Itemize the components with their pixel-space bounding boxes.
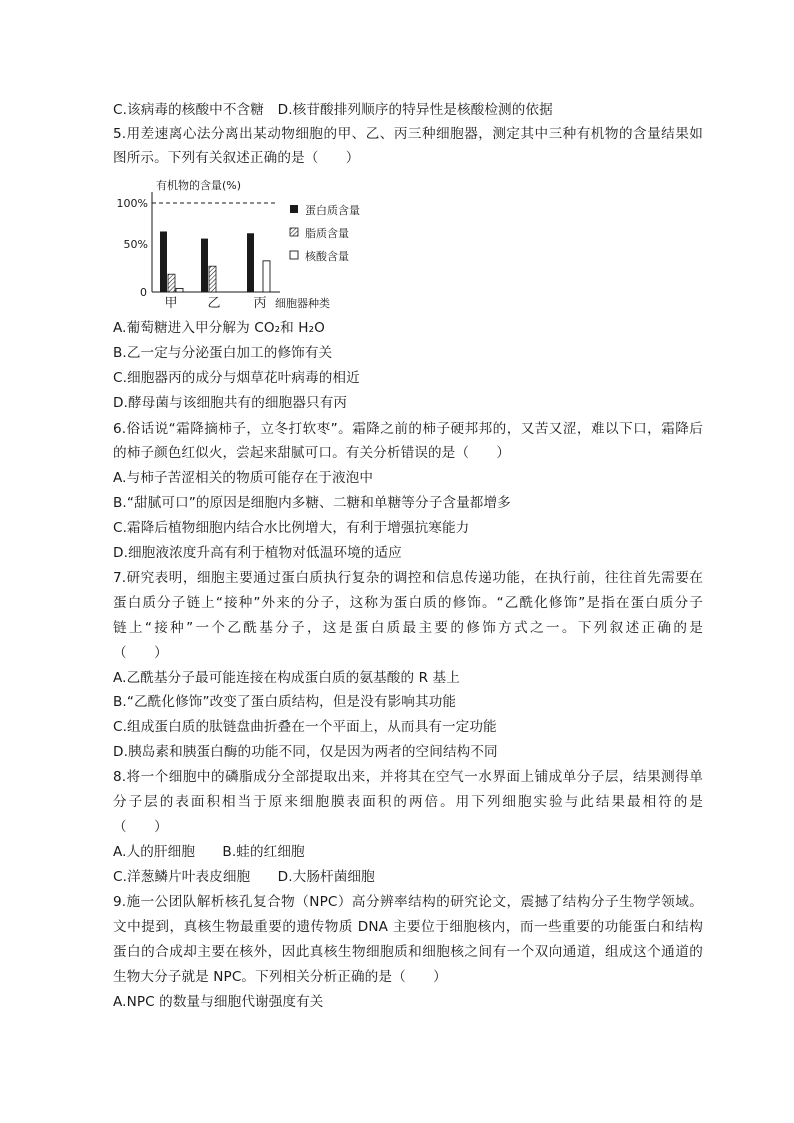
question-7-line-1: 7.研究表明，细胞主要通过蛋白质执行复杂的调控和信息传递功能，在执行前，往往首先需要在 (113, 570, 703, 586)
bar-protein-1 (201, 239, 208, 292)
question-8-line-2: 分子层的表面积相当于原来细胞膜表面积的两倍。用下列细胞实验与此结果最相符的是 (113, 794, 703, 810)
bar-protein-0 (160, 231, 167, 292)
option-9a: A.NPC 的数量与细胞代谢强度有关 (113, 994, 324, 1010)
bar-lipid-0 (168, 274, 175, 292)
option-5b: B.乙一定与分泌蛋白加工的修饰有关 (113, 345, 333, 361)
option-7b: B.“乙酰化修饰”改变了蛋白质结构，但是没有影响其功能 (113, 694, 457, 710)
x-axis-label: 细胞器种类 (275, 297, 330, 310)
question-7-blank: （ ） (113, 645, 168, 661)
option-5c: C.细胞器丙的成分与烟草花叶病毒的相近 (113, 370, 360, 386)
x-category-label-bing: 丙 (253, 296, 267, 311)
legend-swatch-lipid (290, 228, 298, 236)
bar-nucleic-acid-0 (176, 288, 183, 292)
option-5d: D.酵母菌与该细胞共有的细胞器只有丙 (113, 395, 348, 411)
y-tick-label-0: 0 (140, 286, 147, 299)
question-8-blank: （ ） (113, 819, 168, 835)
legend-swatch-nucleic-acid (290, 251, 298, 259)
legend-label-nucleic-acid: 核酸含量 (305, 250, 349, 263)
y-tick-label-100: 100% (116, 197, 148, 210)
question-5-line-1: 5.用差速离心法分离出某动物细胞的甲、乙、丙三种细胞器，测定其中三种有机物的含量结果如 (113, 126, 703, 142)
legend-label-protein: 蛋白质含量 (305, 204, 360, 217)
legend-label-lipid: 脂质含量 (305, 227, 349, 240)
chart-title: 有机物的含量(%) (156, 179, 242, 192)
option-5a: A.葡萄糖进入甲分解为 CO₂和 H₂O (113, 320, 325, 336)
bars-group (160, 231, 270, 292)
question-7-line-2: 蛋白质分子链上“接种”外来的分子，这称为蛋白质的修饰。“乙酰化修饰”是指在蛋白质分子 (113, 595, 703, 611)
question-7-line-3: 链上“接种”一个乙酰基分子，这是蛋白质最主要的修饰方式之一。下列叙述正确的是 (113, 620, 703, 636)
question-9-line-3: 蛋白的合成却主要在核外，因此真核生物细胞质和细胞核之间有一个双向通道，组成这个通道的 (113, 944, 703, 960)
option-6b: B.“甜腻可口”的原因是细胞内多糖、二糖和单糖等分子含量都增多 (113, 495, 511, 511)
option-6c: C.霜降后植物细胞内结合水比例增大，有利于增强抗寒能力 (113, 520, 470, 536)
question-9-line-4: 生物大分子就是 NPC。下列相关分析正确的是（ ） (113, 969, 447, 985)
bar-protein-2 (247, 233, 254, 292)
question-9-line-1: 9.施一公团队解析核孔复合物（NPC）高分辨率结构的研究论文，震撼了结构分子生物学领域。 (113, 894, 703, 910)
option-7d: D.胰岛素和胰蛋白酶的功能不同，仅是因为两者的空间结构不同 (113, 744, 498, 760)
option-6a: A.与柿子苦涩相关的物质可能存在于液泡中 (113, 470, 374, 486)
question-5-line-2: 图所示。下列有关叙述正确的是（ ） (113, 150, 360, 166)
option-7a: A.乙酰基分子最可能连接在构成蛋白质的氨基酸的 R 基上 (113, 670, 460, 686)
x-category-label-jia: 甲 (164, 296, 178, 311)
bar-lipid-1 (209, 266, 216, 292)
option-8cd: C.洋葱鳞片叶表皮细胞 D.大肠杆菌细胞 (113, 869, 375, 885)
question-6-line-2: 的柿子颜色红似火，尝起来甜腻可口。有关分析错误的是（ ） (113, 445, 511, 461)
legend-swatch-protein (290, 205, 298, 213)
question-8-line-1: 8.将一个细胞中的磷脂成分全部提取出来，并将其在空气一水界面上铺成单分子层，结果测得单 (113, 769, 703, 785)
organelle-content-chart (110, 172, 380, 314)
y-tick-label-50: 50% (123, 238, 148, 251)
bar-nucleic-acid-2 (263, 261, 270, 292)
option-8ab: A.人的肝细胞 B.蛙的红细胞 (113, 844, 305, 860)
option-6d: D.细胞液浓度升高有利于植物对低温环境的适应 (113, 545, 402, 561)
option-7c: C.组成蛋白质的肽链盘曲折叠在一个平面上，从而具有一定功能 (113, 719, 497, 735)
question-6-line-1: 6.俗话说“霜降摘柿子，立冬打软枣”。霜降之前的柿子硬邦邦的，又苦又涩，难以下口，霜降后 (113, 421, 703, 437)
question-text-line: C.该病毒的核酸中不含糖 D.核苷酸排列顺序的特异性是核酸检测的依据 (113, 102, 553, 118)
x-category-label-yi: 乙 (207, 296, 221, 311)
question-9-line-2: 文中提到，真核生物最重要的遗传物质 DNA 主要位于细胞核内，而一些重要的功能蛋白和结构 (113, 919, 703, 935)
